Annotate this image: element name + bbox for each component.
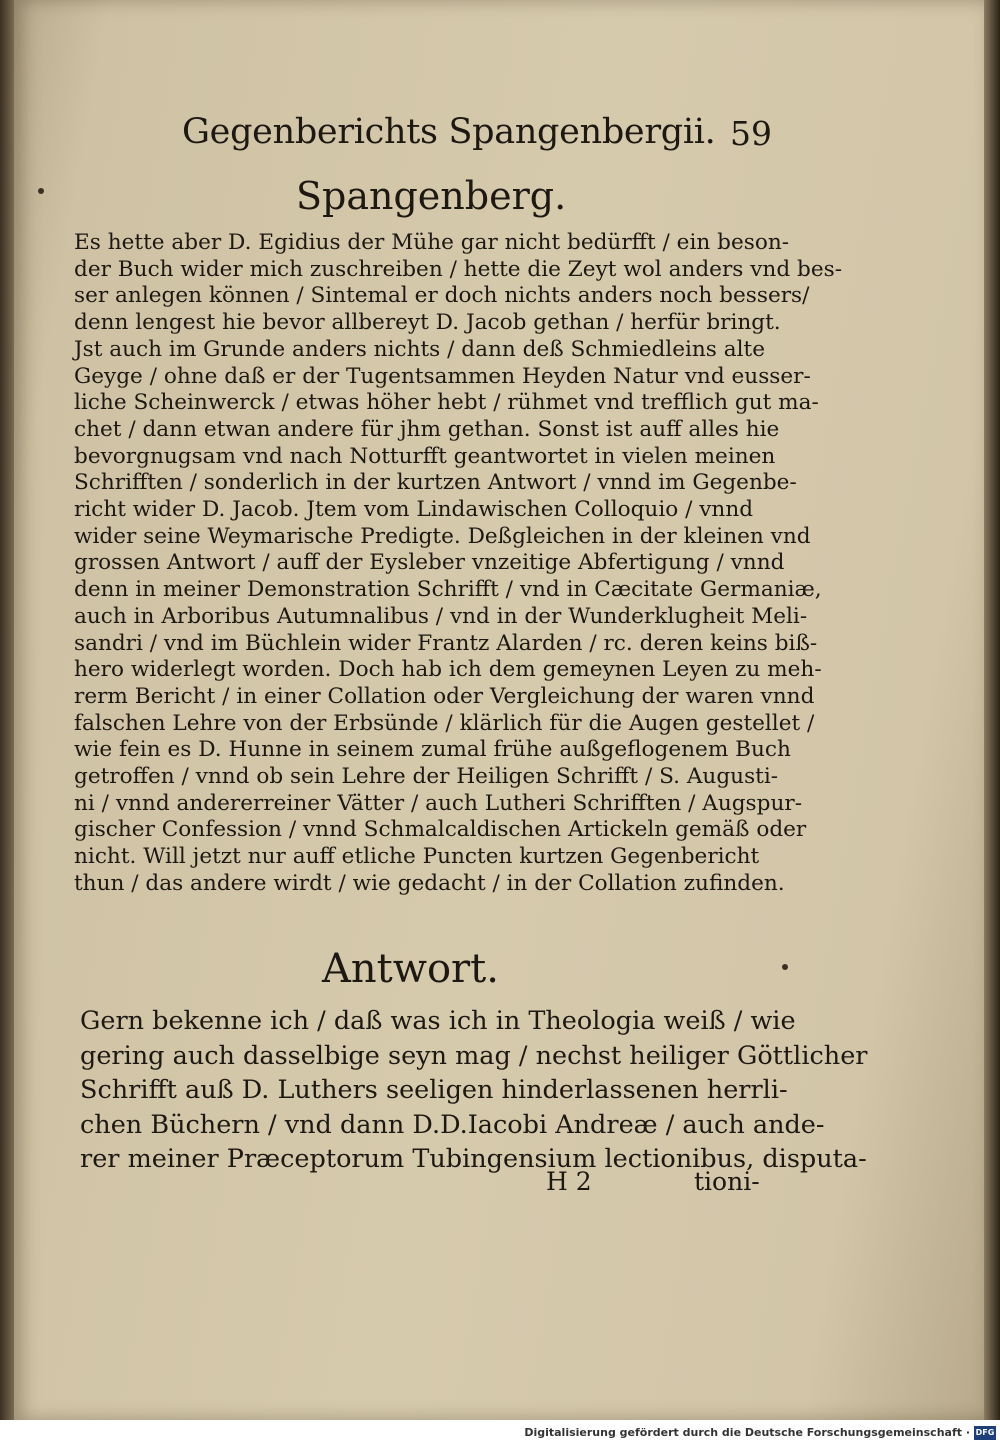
text-line: chen Büchern / vnd dann D.D.Iacobi Andreæ / auch ande- xyxy=(80,1109,825,1140)
section-heading-spangenberg: Spangenberg. xyxy=(296,174,567,218)
text-line: auch in Arboribus Autumnalibus / vnd in der Wunderklugheit Meli- xyxy=(74,603,808,629)
ink-speck xyxy=(782,964,788,970)
text-line: denn in meiner Demonstration Schrifft / vnd in Cæcitate Germaniæ, xyxy=(74,577,822,603)
text-line: bevorgnugsam vnd nach Notturfft geantwortet in vielen meinen xyxy=(74,443,776,469)
text-line: Schrifft auß D. Luthers seeligen hinderlassenen herrli- xyxy=(80,1075,788,1105)
text-line: liche Scheinwerck / etwas höher hebt / rühmet vnd trefflich gut ma- xyxy=(74,390,819,416)
page-number: 59 xyxy=(730,114,772,153)
page-edge xyxy=(984,0,1000,1420)
text-line: ser anlegen können / Sintemal er doch nichts anders noch bessers/ xyxy=(74,283,810,309)
text-line: sandri / vnd im Büchlein wider Frantz Alarden / rc. deren keins biß- xyxy=(74,630,818,656)
text-line: Es hette aber D. Egidius der Mühe gar nicht bedürfft / ein beson- xyxy=(74,230,790,255)
digitization-footer xyxy=(0,1420,1000,1447)
text-line: Jst auch im Grunde anders nichts / dann deß Schmiedleins alte xyxy=(74,336,765,362)
running-head: Gegenberichts Spangenbergii. xyxy=(182,112,716,152)
catchword: tioni- xyxy=(694,1167,760,1196)
text-line: denn lengest hie bevor allbereyt D. Jacob gethan / herfür bringt. xyxy=(74,310,781,336)
book-gutter xyxy=(0,0,14,1420)
text-line: Schrifften / sonderlich in der kurtzen Antwort / vnnd im Gegenbe- xyxy=(74,470,797,496)
text-line: gering auch dasselbige seyn mag / nechst heiliger Göttlicher xyxy=(80,1040,868,1071)
signature-mark: H 2 xyxy=(546,1167,592,1196)
text-line: ni / vnnd andererreiner Vätter / auch Lutheri Schrifften / Augspur- xyxy=(74,790,802,816)
text-line: gischer Confession / vnnd Schmalcaldischen Artickeln gemäß oder xyxy=(74,817,807,843)
text-line: rerm Bericht / in einer Collation oder Vergleichung der waren vnnd xyxy=(74,683,815,709)
text-line: der Buch wider mich zuschreiben / hette die Zeyt wol anders vnd bes- xyxy=(74,256,843,282)
ink-speck xyxy=(38,188,44,194)
text-line: Gern bekenne ich / daß was ich in Theologia weiß / wie xyxy=(80,1006,796,1036)
text-line: hero widerlegt worden. Doch hab ich dem gemeynen Leyen zu meh- xyxy=(74,657,822,683)
text-line: getroffen / vnnd ob sein Lehre der Heiligen Schrifft / S. Augusti- xyxy=(74,764,779,789)
text-line: wider seine Weymarische Predigte. Deßgleichen in der kleinen vnd xyxy=(74,523,811,549)
text-line: grossen Antwort / auff der Eysleber vnzeitige Abfertigung / vnnd xyxy=(74,550,785,576)
text-line: rer meiner Præceptorum Tubingensium lectionibus, disputa- xyxy=(80,1144,867,1174)
dfg-logo-icon: DFG xyxy=(974,1426,996,1440)
book-page xyxy=(14,0,984,1420)
text-line: richt wider D. Jacob. Jtem vom Lindawischen Colloquio / vnnd xyxy=(74,497,754,522)
text-line: chet / dann etwan andere für jhm gethan. Sonst ist auff alles hie xyxy=(74,416,780,442)
text-line: nicht. Will jetzt nur auff etliche Puncten kurtzen Gegenbericht xyxy=(74,844,760,870)
text-line: wie fein es D. Hunne in seinem zumal frühe außgeflogenem Buch xyxy=(74,737,791,763)
text-line: Geyge / ohne daß er der Tugentsammen Heyden Natur vnd eusser- xyxy=(74,363,811,389)
funding-credit: Digitalisierung gefördert durch die Deutsche Forschungsgemeinschaft · xyxy=(524,1426,970,1439)
section-heading-antwort: Antwort. xyxy=(322,946,499,992)
text-line: falschen Lehre von der Erbsünde / klärlich für die Augen gestellet / xyxy=(74,710,815,736)
text-line: thun / das andere wirdt / wie gedacht / in der Collation zufinden. xyxy=(74,870,785,896)
